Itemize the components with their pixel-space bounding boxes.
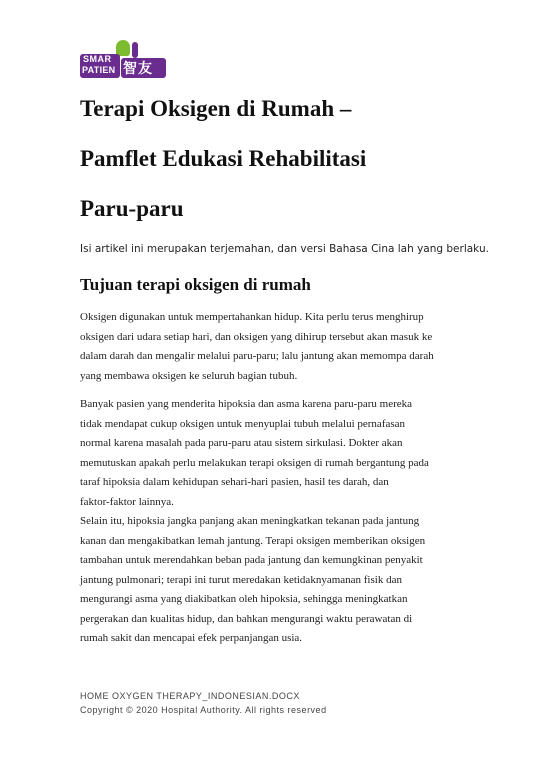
paragraph-3	[80, 512, 475, 649]
text-line: rumah sakit dan mencapai efek perpanjangan usia.	[80, 632, 303, 644]
text-line: tambahan untuk merendahkan beban pada jantung dan kemungkinan penyakit	[80, 554, 423, 566]
text-line: faktor-faktor lainnya.	[80, 495, 174, 508]
text-line: memutuskan apakah perlu melakukan terapi oksigen di rumah bergantung pada	[80, 456, 429, 469]
footer-copyright: Copyright © 2020 Hospital Authority. All rights reserved	[80, 705, 327, 715]
paragraph-2	[80, 395, 475, 512]
text-line: yang membawa oksigen ke seluruh bagian tubuh.	[80, 369, 298, 382]
paragraph-1	[80, 308, 475, 386]
logo-text-line1: SMAR	[83, 54, 112, 64]
section-heading: Tujuan terapi oksigen di rumah	[80, 275, 311, 294]
logo-chinese-text: 智友站	[123, 61, 153, 97]
text-line: oksigen dari udara setiap hari, dan oksigen yang dihirup tersebut akan masuk ke	[80, 330, 433, 343]
text-line: mengurangi asma yang diakibatkan oleh hipoksia, sehingga meningkatkan	[80, 593, 408, 605]
text-line: tidak mendapat cukup oksigen untuk menyuplai tubuh melalui pernafasan	[80, 417, 406, 430]
document-title-line3: Paru-paru	[80, 196, 184, 221]
translation-note: Isi artikel ini merupakan terjemahan, dan versi Bahasa Cina lah yang berlaku.	[80, 243, 489, 255]
text-line: jantung pulmonari; terapi ini turut meredakan ketidaknyamanan fisik dan	[80, 573, 402, 586]
text-line: kanan dan mengakibatkan lemah jantung. Terapi oksigen memberikan oksigen	[80, 534, 426, 547]
logo-text-line2: PATIEN	[82, 65, 116, 75]
text-line: Banyak pasien yang menderita hipoksia dan asma karena paru-paru mereka	[80, 398, 413, 410]
document-title-line1: Terapi Oksigen di Rumah –	[80, 96, 352, 121]
footer-filename: HOME OXYGEN THERAPY_INDONESIAN.DOCX	[80, 691, 300, 701]
logo-person-icon	[132, 42, 138, 58]
text-line: dalam darah dan mengalir melalui paru-paru; lalu jantung akan memompa darah	[80, 350, 434, 362]
text-line: normal karena masalah pada paru-paru atau sistem sirkulasi. Dokter akan	[80, 437, 403, 449]
document-title-line2: Pamflet Edukasi Rehabilitasi	[80, 146, 367, 171]
text-line: Selain itu, hipoksia jangka panjang akan meningkatkan tekanan pada jantung	[80, 515, 420, 527]
smart-patient-logo	[80, 40, 166, 97]
text-line: Oksigen digunakan untuk mempertahankan hidup. Kita perlu terus menghirup	[80, 311, 424, 323]
text-line: taraf hipoksia dalam kehidupan sehari-hari pasien, hasil tes darah, dan	[80, 476, 389, 488]
text-line: pergerakan dan kualitas hidup, dan bahkan mengurangi waktu perawatan di	[80, 612, 413, 625]
